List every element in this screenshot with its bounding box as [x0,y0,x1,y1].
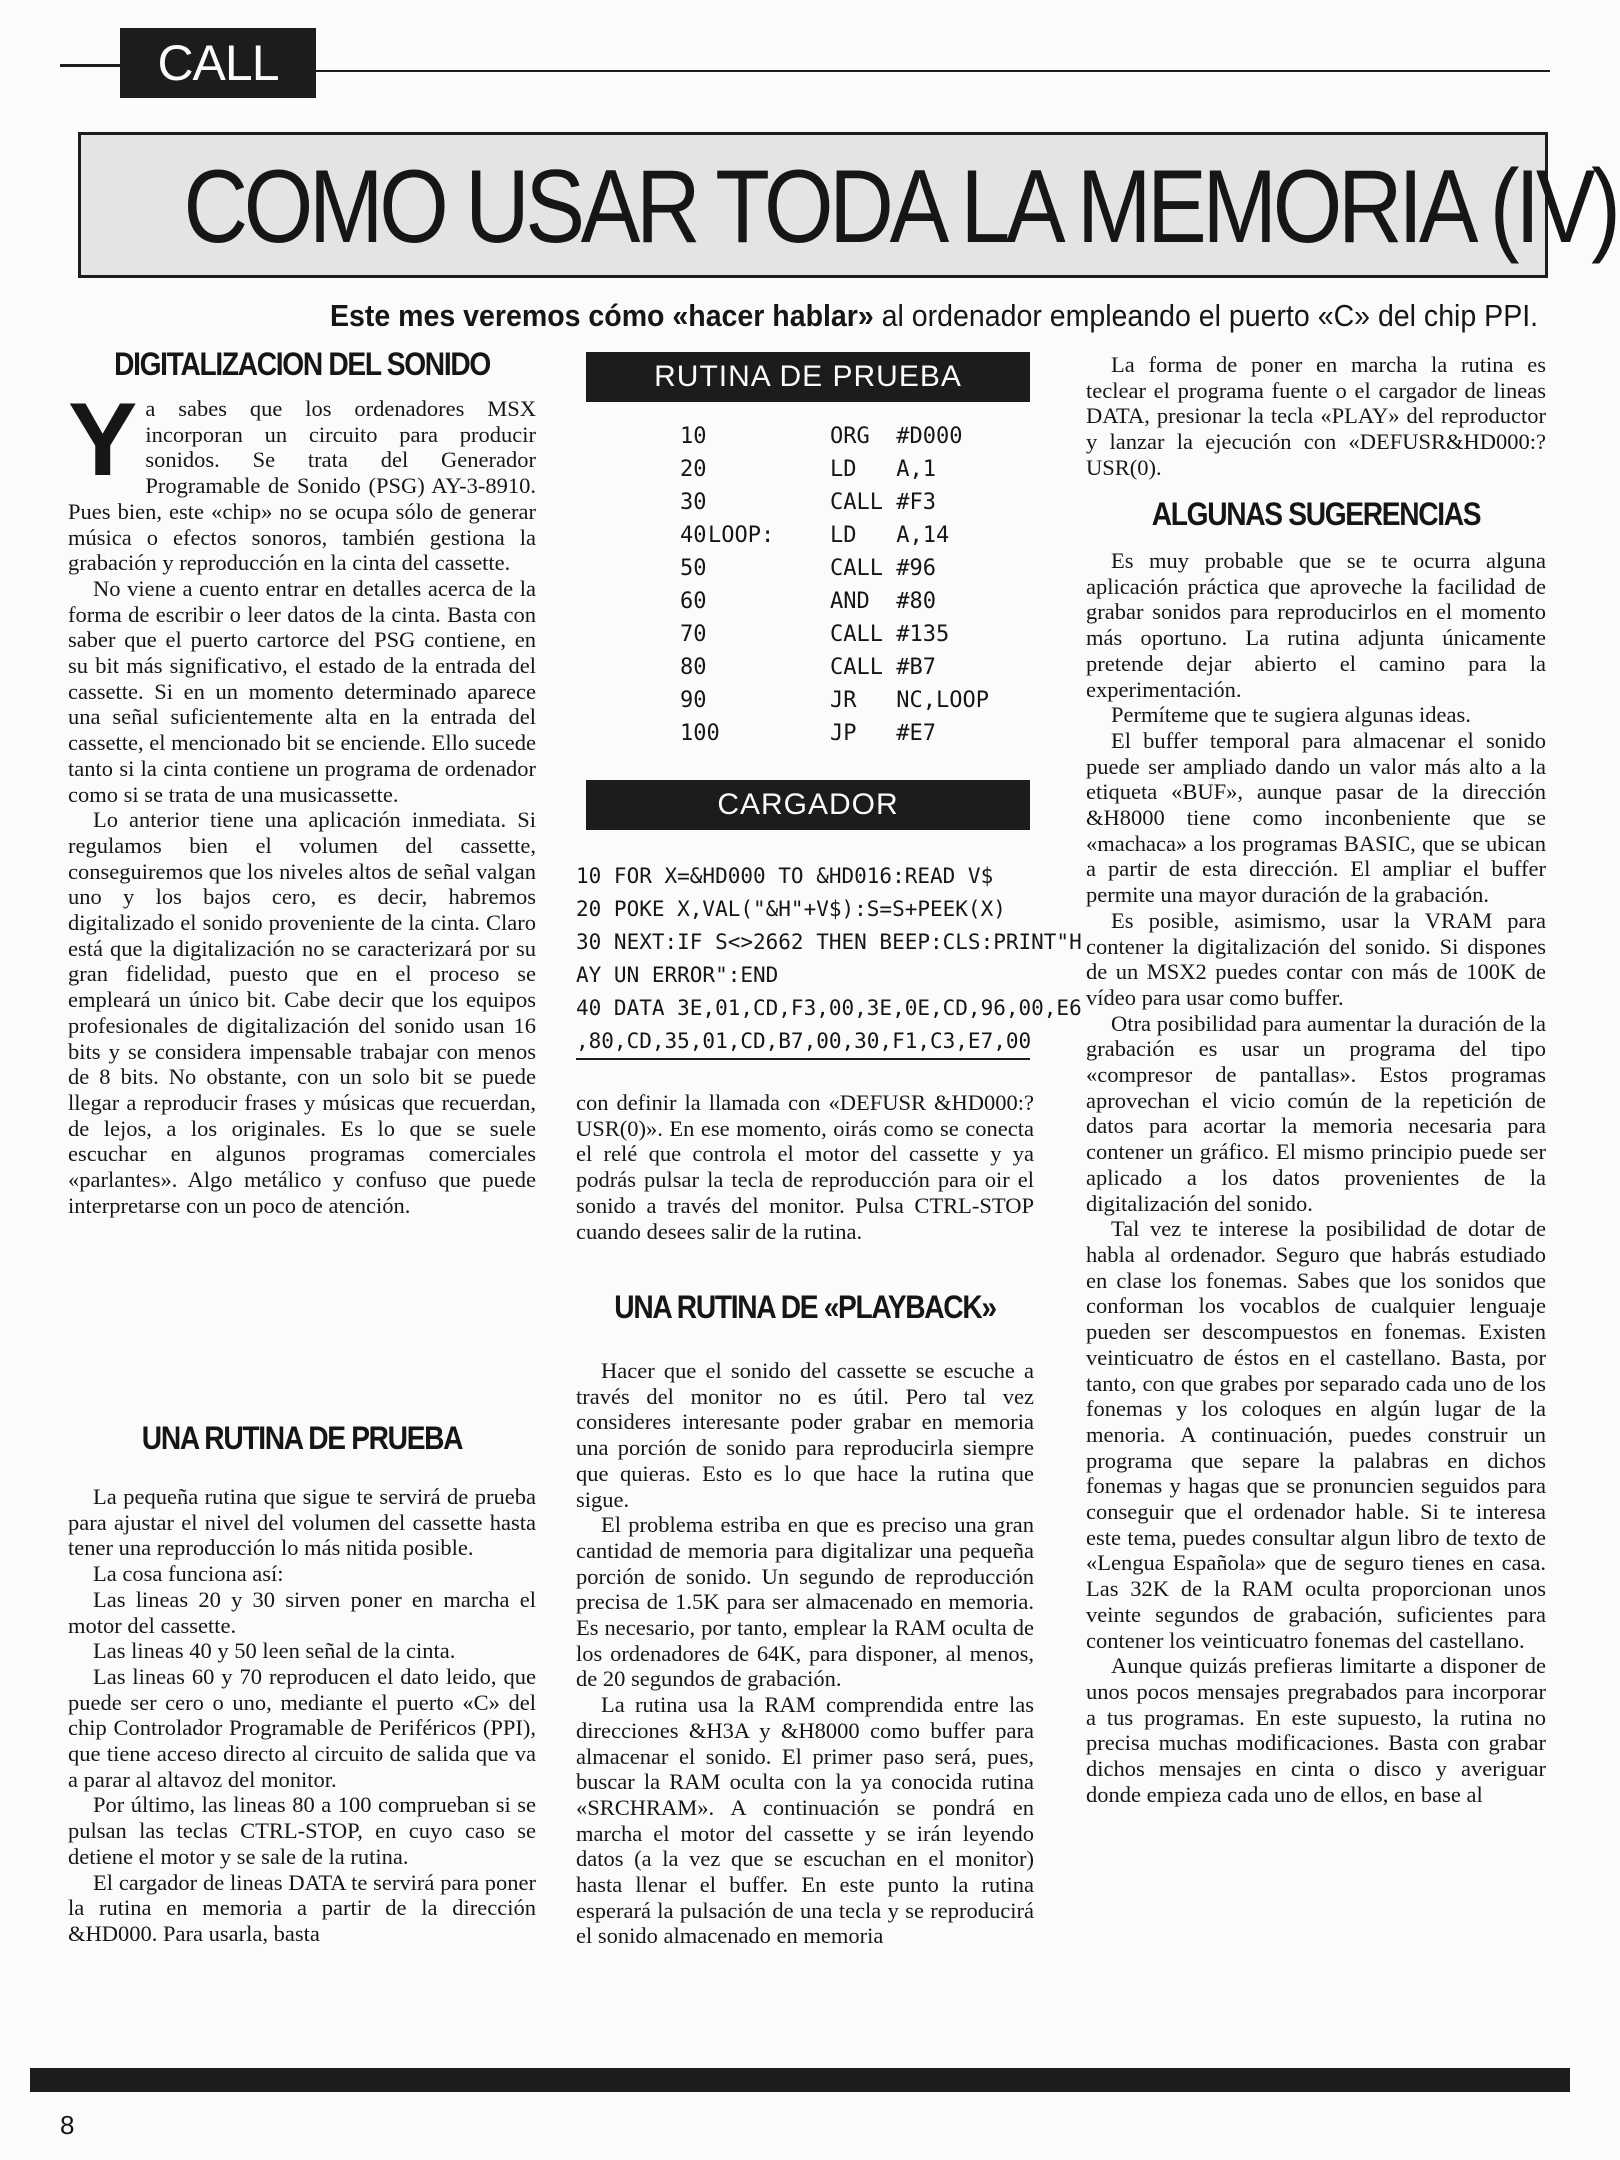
line-instruction: JR NC,LOOP [830,688,989,713]
paragraph: Tal vez te interese la posibilidad de dotar de habla al ordenador. Seguro que habrás estudiado en clase los fonemas. Sabes que los sonidos que conforman los vocablos de cualquier lenguaje pueden ser descompuestos en fonemas. Existen veinticuatro de éstos en el castellano. Basta, por tanto, con que grabes por separado cada uno de los fonemas y los coloques en algún lugar de la menoria. A continuación, puedes construir un programa que separe la palabras en dichos fonemas y hagas que se pronuncien seguidos para conseguir que el ordenador hable. Si te interesa este tema, puedes consultar algun libro de texto de «Lengua Española» que de seguro tienes en casa. Las 32K de la RAM oculta proporcionan unos veinte segundos de grabación, suficientes para contener los veinticuatro fonemas del castellano. [1086,1216,1546,1653]
paragraph: La rutina usa la RAM comprendida entre las direcciones &H3A y &H8000 como buffer para almacenar el sonido. El primer paso será, pues, buscar la RAM oculta con la ya conocida rutina «SRCHRAM». A continuación se pondrá en marcha el motor del cassette y se irán leyendo datos (a la vez que se escuchan en el monitor) hasta llenar el buffer. En este punto la rutina esperará la pulsación de una tecla y se reproducirá el sonido almacenado en memoria [576,1692,1034,1949]
paragraph: El buffer temporal para almacenar el sonido puede ser ampliado dando un valor más alto a la etiqueta «BUF», aunque pasar de la dirección &H8000 tiene como inconbeniente que se «machaca» a los programas BASIC, que se ubican a partir de esta dirección. El ampliar el buffer permite una mayor duración de la grabación. [1086,727,1546,908]
line-number: 30 [680,490,707,515]
deck-rest: al ordenador empleando el puerto «C» del chip PPI. [873,298,1539,333]
paragraph: El cargador de lineas DATA te servirá para poner la rutina en memoria a partir de la dirección &HD000. Para usarla, basta [68,1869,536,1946]
paragraph: Las lineas 20 y 30 sirven poner en marcha el motor del cassette. [68,1586,536,1638]
rutina-code-listing [680,420,1020,750]
column-2-part-2 [576,1358,1034,1949]
paragraph: Las lineas 40 y 50 leen señal de la cinta. [93,1638,456,1664]
line-number: 90 [680,688,707,713]
line-instruction: LD A,1 [830,457,936,482]
heading-digitalizacion: DIGITALIZACION DEL SONIDO [114,346,490,382]
paragraph-text: a sabes que los ordenadores MSX incorporan un circuito para producir sonidos. Se trata del Generador Programable de Sonido (PSG) AY-3-8910. Pues bien, este «chip» no se ocupa sólo de generar música o efectos sonoros, también gestiona la grabación y reproducción en la cinta del cassette. [68,396,536,576]
line-number: 40 [680,523,707,548]
paragraph: El problema estriba en que es preciso una gran cantidad de memoria para digitalizar una pequeña porción de sonido. Un segundo de reproducción precisa de 1.5K para ser almacenado en memoria. Es necesario, por tanto, emplear la RAM oculta de los ordenadores de 64K, para disponer, al menos, de 20 segundos de grabación. [576,1512,1034,1692]
paragraph: Es muy probable que se te ocurra alguna aplicación práctica que aproveche la facilidad de grabar sonidos para reproducirlos en el momento más oportuno. La rutina adjunta únicamente pretende dejar abierto el camino para la experimentación. [1086,548,1546,702]
footer-rule [30,2068,1570,2092]
code-line: 30 NEXT:IF S<>2662 THEN BEEP:CLS:PRINT"H [576,930,1082,954]
rutina-box-label: RUTINA DE PRUEBA [586,352,1030,402]
title-banner [78,132,1617,278]
line-number: 80 [680,655,707,680]
page-number: 8 [60,2110,75,2140]
paragraph: La pequeña rutina que sigue te servirá de prueba para ajustar el nivel del volumen del cassette hasta tener una reproducción lo más nitida posible. [68,1484,536,1561]
line-label: LOOP: [708,523,775,548]
deck-subtitle [330,296,1539,336]
code-line: 40 DATA 3E,01,CD,F3,00,3E,0E,CD,96,00,E6 [576,996,1082,1020]
cargador-box-label: CARGADOR [586,780,1030,830]
page-title: COMO USAR TODA LA MEMORIA (IV) [183,149,1617,265]
paragraph: Lo anterior tiene una aplicación inmediata. Si regulamos bien el volumen del cassette, conseguiremos que los niveles altos de señal valgan uno y los bajos cero, es decir, habremos digitalizado el sonido proveniente de la cinta. Claro está que la digitalización no se caracterizará por su gran fidelidad, puesto que en el proceso se empleará un único bit. Cabe decir que los equipos profesionales de digitalización del sonido usan 16 bits y se considera impensable trabajar con menos de 8 bits. No obstante, con un solo bit se puede llegar a reproducir frases y músicas que recuerdan, de lejos, a los originales. Es lo que se suele escuchar en algunos programas comerciales «parlantes». Algo metálico y confuso que puede interpretarse con un poco de atención. [68,807,536,1218]
line-number: 70 [680,622,707,647]
column-1-part-1 [68,382,536,1219]
paragraph: Aunque quizás prefieras limitarte a disponer de unos pocos mensajes pregrabados para incorporar a tus programas. En este supuesto, la rutina no precisa muchas modificaciones. Basta con grabar dichos mensajes en cinta o disco y averiguar donde empieza cada uno de ellos, en base al [1086,1653,1546,1807]
column-1-part-2 [68,1484,536,1947]
column-3-part-1 [1086,352,1546,481]
header-rule-right [316,70,1550,72]
line-instruction: CALL #96 [830,556,936,581]
paragraph: La forma de poner en marcha la rutina es teclear el programa fuente o el cargador de lineas DATA, presionar la tecla «PLAY» del reproductor y lanzar la ejecución con «DEFUSR&HD000:?USR(0). [1086,352,1546,480]
section-tag: CALL [120,28,316,98]
heading-sugerencias: ALGUNAS SUGERENCIAS [1151,496,1481,532]
code-line: 10 FOR X=&HD000 TO &HD016:READ V$ [576,864,994,888]
line-number: 60 [680,589,707,614]
heading-una-rutina: UNA RUTINA DE PRUEBA [141,1420,463,1456]
paragraph: con definir la llamada con «DEFUSR &HD000:?USR(0)». En ese momento, oirás como se conecta el relé que controla el motor del cassette y ya podrás pulsar la tecla de reproducción para oir el sonido a través del monitor. Pulsa CTRL-STOP cuando desees salir de la rutina. [576,1090,1034,1244]
code-line: 20 POKE X,VAL("&H"+V$):S=S+PEEK(X) [576,897,1006,921]
line-number: 20 [680,457,707,482]
paragraph: No viene a cuento entrar en detalles acerca de la forma de escribir o leer datos de la cinta. Basta con saber que el puerto cartorce del PSG contiene, en su bit más significativo, el estado de la entrada del cassette. Si en un momento determinado aparece una señal suficientemente alta en la entrada del cassette, el mencionado bit se enciende. Ello sucede tanto si la cinta contiene un programa de ordenador como si se trata de una musicassette. [68,575,536,807]
heading-playback: UNA RUTINA DE «PLAYBACK» [614,1289,996,1325]
paragraph: Es posible, asimismo, usar la VRAM para contener la digitalización del sonido. Si dispones de un MSX2 puedes contar con más de 100K de vídeo para usar como buffer. [1086,907,1546,1010]
paragraph: Por último, las lineas 80 a 100 comprueban si se pulsan las teclas CTRL-STOP, en cuyo caso se detiene el motor y se sale de la rutina. [68,1792,536,1869]
line-instruction: ORG #D000 [830,424,963,449]
cargador-rule [576,1058,1030,1060]
line-instruction: JP #E7 [830,721,936,746]
line-number: 10 [680,424,707,449]
paragraph: Otra posibilidad para aumentar la duración de la grabación es usar un programa del tipo «compresor de pantallas». Estos programas aprovechan el vicio común de la repetición de datos para acortar la memoria necesaria para contener un gráfico. El mismo principio puede ser aplicado a los datos provenientes de la digitalización del sonido. [1086,1010,1546,1216]
paragraph: La cosa funciona así: [93,1561,284,1587]
code-line: ,80,CD,35,01,CD,B7,00,30,F1,C3,E7,00 [576,1029,1032,1053]
cargador-code-listing [576,860,1082,1060]
line-number: 50 [680,556,707,581]
deck-bold: Este mes veremos cómo «hacer hablar» [330,298,874,333]
column-3-part-2 [1086,548,1546,1807]
line-instruction: CALL #F3 [830,490,936,515]
paragraph: Hacer que el sonido del cassette se escuche a través del monitor no es útil. Pero tal vez consideres interesante poder grabar en memoria una porción de sonido para reproducirla siempre que quieras. Esto es lo que hace la rutina que sigue. [576,1358,1034,1512]
drop-cap: Y [68,382,138,498]
paragraph: Permíteme que te sugiera algunas ideas. [1111,702,1471,728]
line-instruction: AND #80 [830,589,936,614]
paragraph [68,382,536,576]
code-line: AY UN ERROR":END [576,963,779,987]
line-instruction: LD A,14 [830,523,950,548]
column-2-part-1 [576,1090,1034,1244]
line-instruction: CALL #B7 [830,655,936,680]
line-number: 100 [680,721,720,746]
paragraph: Las lineas 60 y 70 reproducen el dato leido, que puede ser cero o uno, mediante el puerto «C» del chip Controlador Programable de Periféricos (PPI), que tiene acceso directo al circuito de salida que va a parar al altavoz del monitor. [68,1663,536,1792]
header-rule-left [60,64,120,67]
line-instruction: CALL #135 [830,622,950,647]
